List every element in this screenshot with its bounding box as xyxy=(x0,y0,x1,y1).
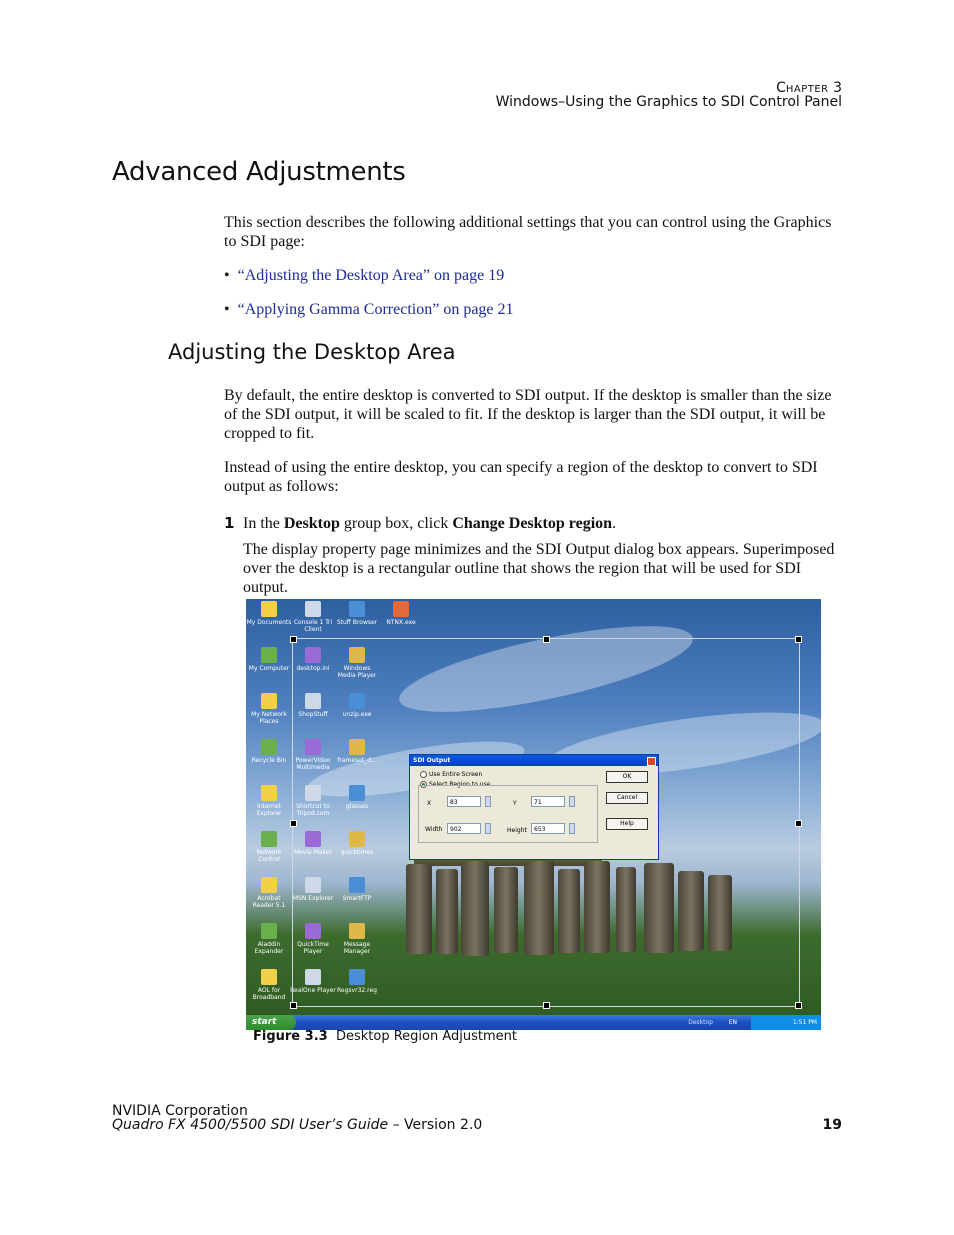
radio-select-region[interactable]: Select Region to use xyxy=(420,781,490,788)
desktop-icon[interactable] xyxy=(246,693,292,725)
desktop-icon-label: Movie Maker xyxy=(294,849,332,856)
height-spinner[interactable] xyxy=(569,823,575,834)
desktop-icon-label: Stuff Browser xyxy=(336,619,378,626)
resize-handle[interactable] xyxy=(543,1002,550,1009)
region-group-box xyxy=(418,785,598,843)
resize-handle[interactable] xyxy=(290,636,297,643)
sdi-output-dialog xyxy=(409,754,659,860)
paragraph: Instead of using the entire desktop, you can specify a region of the desktop to convert to SDI output as follows: xyxy=(224,459,818,495)
desktop-icon-label: Shortcut to Tripod.com xyxy=(296,803,330,817)
desktop-icon-label: My Network Places xyxy=(251,711,287,725)
language-indicator[interactable]: EN xyxy=(728,1019,737,1026)
desktop-icon-label: MSN Explorer xyxy=(292,895,334,902)
figure-label: Figure 3.3 xyxy=(253,1029,328,1044)
resize-handle[interactable] xyxy=(795,1002,802,1009)
desktop-icon-label: My Computer xyxy=(248,665,290,672)
app-icon xyxy=(261,831,277,847)
desktop-icon-label: Console 1 Tri Client xyxy=(293,619,333,633)
ok-button[interactable]: OK xyxy=(606,771,648,783)
running-header-chapter: CHAPTER 3 xyxy=(776,80,842,96)
width-label: Width xyxy=(425,826,443,833)
width-field[interactable]: 902 xyxy=(447,823,481,834)
footer-company: NVIDIA Corporation xyxy=(112,1103,248,1119)
link-applying-gamma-correction[interactable]: “Applying Gamma Correction” on page 21 xyxy=(237,301,514,318)
page-number: 19 xyxy=(822,1117,842,1133)
height-field[interactable]: 653 xyxy=(531,823,565,834)
desktop-icon-label: My Documents xyxy=(246,619,292,626)
desktop-icon[interactable] xyxy=(246,647,292,672)
dialog-title: SDI Output xyxy=(410,755,658,766)
desktop-icon[interactable] xyxy=(246,739,292,764)
link-adjusting-desktop-area[interactable]: “Adjusting the Desktop Area” on page 19 xyxy=(237,267,505,284)
desktop-icon-label: Internet Explorer xyxy=(256,803,282,817)
desktop-icon-label: SmartFTP xyxy=(342,895,372,902)
app-icon xyxy=(261,647,277,663)
desktop-icon-label: unzip.exe xyxy=(342,711,372,718)
paragraph: By default, the entire desktop is converted to SDI output. If the desktop is smaller than the size of the SDI output, it will be scaled to fit. If the desktop is larger than the SDI output, it will be cropped to fit. xyxy=(224,387,832,442)
desktop-icon[interactable] xyxy=(246,969,292,1001)
app-icon xyxy=(261,739,277,755)
step-number: 1 xyxy=(224,514,235,532)
resize-handle[interactable] xyxy=(543,636,550,643)
desktop-icon[interactable] xyxy=(334,601,380,626)
desktop-icon-label: desktop.ini xyxy=(296,665,330,672)
desktop-icon[interactable] xyxy=(246,831,292,863)
resize-handle[interactable] xyxy=(290,820,297,827)
intro-paragraph: This section describes the following additional settings that you can control using the Graphics to SDI page: xyxy=(224,214,832,250)
desktop-icon-label: NTNX.exe xyxy=(386,619,416,626)
desktop-toolbar-label[interactable]: Desktop xyxy=(688,1019,713,1026)
app-icon xyxy=(261,785,277,801)
figure-caption: Figure 3.3 Desktop Region Adjustment xyxy=(253,1029,517,1044)
desktop-icon[interactable] xyxy=(246,601,292,626)
step-result: The display property page minimizes and the SDI Output dialog box appears. Superimposed over the desktop is a rectangular outline that shows the region that will be used for SDI output. xyxy=(243,541,835,596)
app-icon xyxy=(393,601,409,617)
desktop-icon-label: Message Manager xyxy=(343,941,371,955)
bullet-item xyxy=(224,300,842,319)
desktop-icon-label: ShopStuff xyxy=(298,711,328,718)
desktop-icon[interactable] xyxy=(246,877,292,909)
desktop-icon-label: Regsvr32.reg xyxy=(337,987,377,994)
desktop-icon-label: Recycle Bin xyxy=(251,757,287,764)
desktop-icon-label: quicktimes xyxy=(340,849,374,856)
bullet-icon: • xyxy=(224,301,230,318)
desktop-icon-label: frameset_d... xyxy=(337,757,377,764)
height-label: Height xyxy=(507,827,527,834)
step-text: In the Desktop group box, click Change Desktop region. xyxy=(243,515,617,532)
desktop-icon-label: AOL for Broadband xyxy=(252,987,286,1001)
cancel-button[interactable]: Cancel xyxy=(606,792,648,804)
subsection-title: Adjusting the Desktop Area xyxy=(168,340,456,364)
width-spinner[interactable] xyxy=(485,823,491,834)
app-icon xyxy=(261,969,277,985)
desktop-icon-label: Network Control xyxy=(256,849,282,863)
resize-handle[interactable] xyxy=(795,636,802,643)
x-spinner[interactable] xyxy=(485,796,491,807)
app-icon xyxy=(261,877,277,893)
bullet-item xyxy=(224,266,842,285)
desktop-icon-label: QuickTime Player xyxy=(297,941,329,955)
x-label: X xyxy=(427,800,432,807)
desktop-screenshot xyxy=(246,599,821,1030)
desktop-icon-label: glasses xyxy=(345,803,369,810)
start-button[interactable]: start xyxy=(246,1015,296,1030)
desktop-icon[interactable] xyxy=(378,601,424,626)
desktop-icon[interactable] xyxy=(246,785,292,817)
desktop-icon-label: PowerVideo Multimedia xyxy=(295,757,331,771)
radio-use-entire-screen[interactable]: Use Entire Screen xyxy=(420,771,482,778)
app-icon xyxy=(349,601,365,617)
section-title: Advanced Adjustments xyxy=(112,157,406,187)
y-field[interactable]: 71 xyxy=(531,796,565,807)
close-icon[interactable] xyxy=(647,757,656,766)
change-desktop-region-label: Change Desktop region xyxy=(452,515,613,532)
desktop-icon-label: Aladdin Expander xyxy=(254,941,284,955)
desktop-icon-label: RealOne Player xyxy=(290,987,336,994)
app-icon xyxy=(261,923,277,939)
app-icon xyxy=(261,601,277,617)
help-button[interactable]: Help xyxy=(606,818,648,830)
bullet-icon: • xyxy=(224,267,230,284)
resize-handle[interactable] xyxy=(290,1002,297,1009)
resize-handle[interactable] xyxy=(795,820,802,827)
y-spinner[interactable] xyxy=(569,796,575,807)
desktop-label: Desktop xyxy=(283,515,340,532)
app-icon xyxy=(261,693,277,709)
desktop-icon[interactable] xyxy=(290,601,336,633)
x-field[interactable]: 83 xyxy=(447,796,481,807)
app-icon xyxy=(305,601,321,617)
y-label: Y xyxy=(513,800,517,807)
desktop-icon-label: Windows Media Player xyxy=(337,665,377,679)
desktop-icon-label: Acrobat Reader 5.1 xyxy=(252,895,286,909)
footer-guide: Quadro FX 4500/5500 SDI User’s Guide – Version 2.0 xyxy=(112,1117,483,1133)
running-header-title: Windows–Using the Graphics to SDI Control Panel xyxy=(495,94,842,110)
desktop-icon[interactable] xyxy=(246,923,292,955)
system-tray-clock[interactable]: 1:51 PM xyxy=(751,1015,821,1030)
taskbar xyxy=(246,1015,821,1030)
